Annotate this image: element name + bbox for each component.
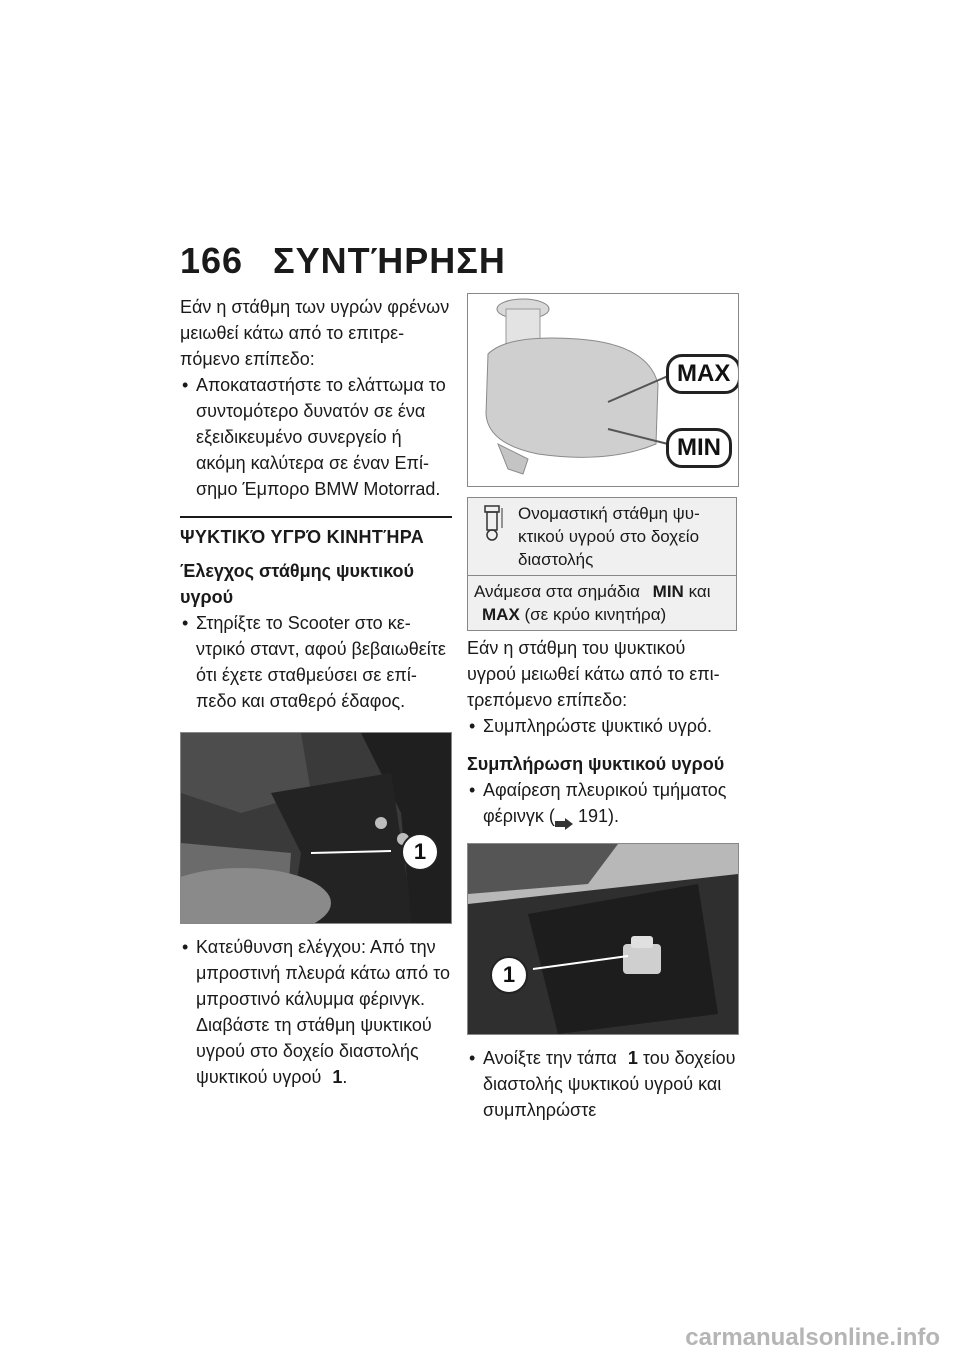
filler-cap-photo (467, 843, 739, 1035)
subhead-check-coolant: Έλεγχος στάθμης ψυκτικού υγρού (180, 561, 415, 607)
open-cap-post: του δοχείου διαστολής ψυκτικού υγρού και συμπληρώστε (483, 1048, 736, 1120)
max-tag: MAX (666, 354, 739, 394)
page-header (180, 240, 506, 282)
spec-min: MIN (652, 582, 684, 601)
callout-1-right: 1 (490, 956, 528, 994)
check-direction-text: Κατεύθυνση ελέγχου: Από την μπροστινή πλευρά κάτω από το μπροστινό κάλυμμα φέρινγκ. Διαβάστε τη στάθμη ψυκτικού υγρού στο δοχείο διαστολής ψυκτικού υγρού (196, 937, 451, 1087)
remove-fairing-bullet (467, 777, 739, 829)
coolant-icon (482, 504, 504, 548)
page-reference: 191 (577, 806, 608, 826)
top-up-bullet: • Συμπληρώστε ψυκτικό υγρό. (467, 713, 739, 739)
coolant-location-illustration (181, 733, 451, 923)
spec-value-post: (σε κρύο κινητήρα) (524, 605, 667, 624)
section-title: ΨΥΚΤΙΚΌ ΥΓΡΌ ΚΙΝΗΤΉΡΑ (180, 516, 452, 550)
remove-fairing-close: ). (608, 806, 619, 826)
spec-label: Ονομαστική στάθμη ψυ-κτικού υγρού στο δοχείο διαστολής (518, 504, 700, 569)
min-tag: MIN (666, 428, 732, 468)
specification-box (467, 497, 737, 631)
subhead-fill-coolant: Συμπλήρωση ψυκτικού υγρού (467, 754, 725, 774)
ref-1: 1 (332, 1067, 343, 1087)
left-column (180, 294, 452, 1090)
page-title: ΣΥΝΤΉΡΗΣΗ (273, 240, 506, 281)
check-direction-bullet (180, 934, 452, 1090)
spec-and: και (688, 582, 711, 601)
open-cap-ref: 1 (627, 1048, 638, 1068)
low-level-paragraph: Εάν η στάθμη του ψυκτικού υγρού μειωθεί κάτω από το επι-τρεπόμενο επίπεδο: (467, 638, 720, 710)
coolant-location-photo (180, 732, 452, 924)
intro-paragraph: Εάν η στάθμη των υγρών φρένων μειωθεί κάτω από το επιτρε-πόμενο επίπεδο: (180, 297, 450, 369)
spec-row-value (468, 576, 736, 630)
spec-max: MAX (482, 605, 520, 624)
repair-bullet: • Αποκαταστήστε το ελάττωμα το συντομότερο δυνατόν σε ένα εξειδικευμένο συνεργείο ή ακόμη καλύτερα σε έναν Επί-σημο Έμπορο BMW Motorrad. (180, 372, 452, 502)
reservoir-photo (467, 293, 739, 487)
right-column (467, 293, 739, 1123)
watermark: carmanualsonline.info (685, 1324, 940, 1351)
stand-bullet: • Στηρίξτε το Scooter στο κε-ντρικό σταντ, αφού βεβαιωθείτε ότι έχετε σταθμεύσει σε επί-πεδο και σταθερό έδαφος. (180, 610, 452, 714)
open-cap-bullet (467, 1045, 739, 1123)
filler-cap-illustration (468, 844, 738, 1034)
open-cap-pre: Ανοίξτε την τάπα (483, 1048, 617, 1068)
spec-value-pre: Ανάμεσα στα σημάδια (474, 582, 640, 601)
remove-fairing-text: Αφαίρεση πλευρικού τμήματος φέρινγκ ( (483, 780, 727, 826)
period: . (342, 1067, 348, 1087)
callout-1: 1 (401, 833, 439, 871)
page-reference-arrow-icon (555, 811, 573, 823)
spec-row-label (468, 498, 736, 576)
page-number: 166 (180, 240, 244, 281)
